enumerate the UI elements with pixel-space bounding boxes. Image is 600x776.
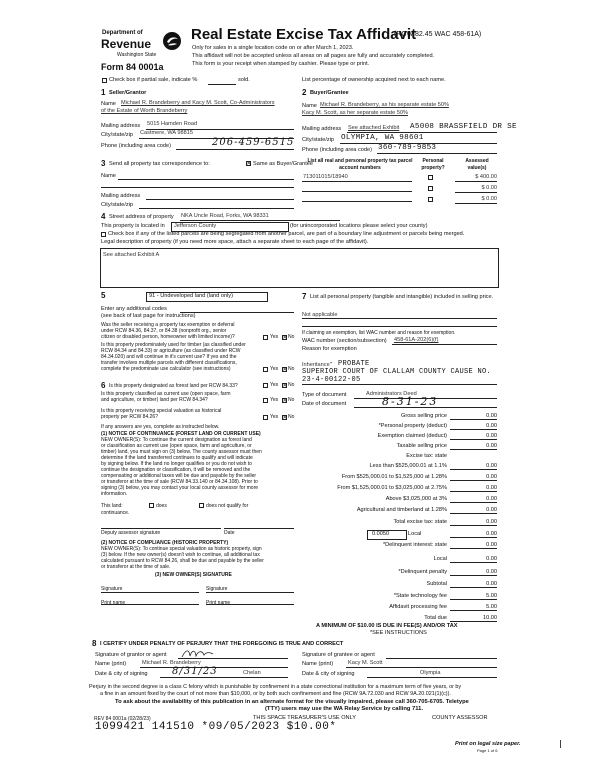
treasurer-stamp: 1099421 141510 *09/05/2023 $10.00* (95, 721, 337, 733)
buyer-city-value[interactable]: OLYMPIA, WA 98601 (341, 134, 424, 142)
section3-name-field[interactable] (118, 179, 294, 180)
assessed-line-1 (455, 181, 497, 182)
dept-line1: Department of (102, 30, 143, 36)
q2-line4: transfer involves multiple parcels with different classifications, (101, 360, 237, 366)
notice2-body-3: calculated pursuant to RCW 84.26, shall be due and payable by the seller (101, 558, 264, 564)
personal-property-line-2 (302, 326, 497, 327)
penalty-line (450, 575, 497, 576)
tax-label-personal: *Personal property (deduct) (378, 423, 447, 429)
tax-value-taxable[interactable]: 0.00 (486, 443, 497, 449)
processing-fee-value[interactable]: 5.00 (486, 604, 497, 610)
continuance-label: continuance. (101, 510, 130, 516)
tax-line-tier4 (450, 502, 497, 503)
tax-label-total-state: Total excise tax: state (393, 519, 447, 525)
grantor-signature (180, 646, 220, 658)
land-use-value: 91 - Undeveloped land (land only) (149, 293, 233, 299)
tax-label-tier1: Less than $525,000.01 at 1.1% (369, 463, 447, 469)
tax-label-tier4: Above $3,025,000 at 3% (385, 496, 447, 502)
q1-no-label: No (288, 334, 295, 340)
tech-fee-label: *State technology fee (393, 593, 447, 599)
section3-name-field-2[interactable] (101, 187, 294, 188)
section5-number: 5 (101, 291, 106, 300)
subtotal-line (450, 587, 497, 588)
reason-label: Reason for exemption (302, 346, 357, 352)
see-back-note: (see back of last page for instructions) (101, 313, 196, 319)
notice2-body-1: NEW OWNER(S): To continue special valuation as historic property, sign (101, 546, 262, 552)
legal-description-value: See attached Exhibit A (103, 252, 160, 258)
new-owner-signature-1[interactable] (101, 592, 199, 593)
partial-sale-suffix: sold. (238, 77, 250, 83)
q2-yes-checkbox[interactable] (263, 367, 268, 372)
local-value[interactable]: 0.00 (486, 531, 497, 537)
seller-name-line1[interactable]: Michael R. Brandeberry and Kacy M. Scott, Co-Administrators (121, 100, 275, 106)
notice1-body-8: or transferor at the time of sale (RCW 84.33.140 or 84.34.108). Prior to (101, 479, 258, 485)
list-percentage-label: List percentage of ownership acquired next to each name. (302, 77, 446, 83)
segregated-checkbox[interactable] (101, 232, 106, 237)
tax-label-excise-state: Excise tax: state (406, 453, 447, 459)
tax-label-tier3: From $1,525,000.01 to $3,025,000 at 2.75% (337, 485, 447, 491)
tax-value-total-state[interactable]: 0.00 (486, 519, 497, 525)
deputy-signature-field[interactable] (101, 528, 221, 529)
q2-line1: Is this property predominately used for timber (as classified under (101, 342, 246, 348)
dept-state: Washington State (117, 52, 157, 58)
accessibility-line1: To ask about the availability of this publication in an alternate format for the visually impaired, please call 360-705-6705. Teletype (115, 699, 469, 705)
parcel-1[interactable]: 713011015/18940 (303, 174, 348, 180)
legal-description-label: Legal description of property (if you need more space, attach a separate sheet to each page of the affidavit). (101, 239, 369, 245)
tax-line-tier3 (450, 491, 497, 492)
parcel-col-header: List all real and personal property tax parcel account numbers (307, 158, 413, 171)
interest-local-value[interactable]: 0.00 (486, 556, 497, 562)
s6-q2-yes-label: Yes (270, 397, 279, 403)
grantor-date-line (160, 677, 288, 678)
grantor-sig-label: Signature of grantor or agent (95, 652, 167, 658)
does-not-label: does not qualify for (206, 503, 249, 509)
minimum-note: A MINIMUM OF $10.00 IS DUE IN FEE(S) AND/OR TAX (316, 623, 458, 629)
personal-col-header: Personal property? (421, 158, 445, 171)
same-as-buyer-checkbox[interactable] (246, 161, 251, 166)
assessed-value-1[interactable]: $ 400.00 (475, 174, 497, 180)
doc-type-label: Type of document (302, 392, 347, 398)
street-address-value[interactable]: NKA Uncle Road, Forks, WA 98331 (181, 213, 269, 219)
buyer-name-label: Name (302, 103, 317, 109)
section6-number: 6 (101, 381, 106, 390)
notice1-body-7: compensating or additional taxes will be due and payable by the seller (101, 473, 257, 479)
q1-no-checkbox[interactable] (282, 335, 287, 340)
assessed-line-2 (455, 192, 497, 193)
q2-no-checkbox[interactable] (282, 367, 287, 372)
segregated-label: Check box if any of the listed parcels are being segregated from another parcel, are part of a boundary line adjustment or parcels being merged. (108, 231, 465, 237)
tax-line-gross (450, 419, 497, 420)
revision-label: REV 84 0001a (02/28/23) (94, 716, 151, 722)
certify-statement: I CERTIFY UNDER PENALTY OF PERJURY THAT THE FOREGOING IS TRUE AND CORRECT (100, 641, 344, 647)
grantor-city-value[interactable]: Chelan (243, 670, 261, 676)
section3-number: 3 (101, 159, 106, 168)
buyer-mailing-label: Mailing address (302, 126, 342, 132)
notice1-body-5: by signing below. If the land no longer qualifies or you do not wish to (101, 461, 252, 467)
tax-label-exemption: Exemption claimed (deduct) (377, 433, 447, 439)
buyer-mailing-value[interactable]: See attached Exhibit (348, 125, 400, 131)
does-label: does (156, 503, 167, 509)
s6-q3-line2: property per RCW 84.26? (101, 414, 158, 420)
parcel-line-1 (302, 181, 412, 182)
does-not-qualify-checkbox[interactable] (199, 503, 204, 508)
same-as-buyer-label: Same as Buyer/Grantee (253, 161, 314, 167)
buyer-mailing-line (347, 132, 497, 133)
section3-city-label: City/state/zip (101, 202, 134, 208)
grantee-name-value[interactable]: Kacy M. Scott (348, 660, 383, 666)
assessed-col-header: Assessed value(s) (465, 158, 489, 171)
local-label: Local (408, 531, 422, 537)
tax-value-personal[interactable]: 0.00 (486, 423, 497, 429)
reason-typed[interactable]: - PROBATE (329, 360, 370, 368)
notice3-title: (3) NEW OWNER(S) SIGNATURE (155, 572, 232, 578)
notice2-title: (2) NOTICE OF COMPLIANCE (HISTORIC PROPERTY) (101, 540, 229, 546)
s6-q1-yes-checkbox[interactable] (263, 383, 268, 388)
deputy-signature-label: Deputy assessor signature (101, 530, 161, 536)
personal-property-line-1 (302, 318, 497, 319)
assessed-value-2[interactable]: $ 0.00 (481, 185, 497, 191)
subtotal-label: Subtotal (426, 581, 447, 587)
assessed-line-3 (455, 203, 497, 204)
header-note-2: This affidavit will not be accepted unless all areas on all pages are fully and accurately completed. (192, 53, 435, 59)
new-owner-print-label-1: Print name (101, 600, 126, 606)
seller-number: 1 (101, 88, 106, 97)
tech-fee-line (450, 599, 497, 600)
interest-state-line (450, 548, 497, 549)
seller-phone-value[interactable]: 206-459-6515 (212, 137, 295, 148)
seller-phone-label: Phone (including area code) (101, 143, 171, 149)
buyer-mailing-typed[interactable]: A5008 BRASSFIELD DR SE (410, 123, 517, 131)
grantee-signature-field[interactable] (386, 658, 497, 659)
tax-line-personal (450, 429, 497, 430)
tax-value-tier2[interactable]: 0.00 (486, 474, 497, 480)
seller-name-label: Name (101, 101, 116, 107)
s6-q3-line1: Is this property receiving special valuation as historical (101, 408, 222, 414)
tax-value-tier3[interactable]: 0.00 (486, 485, 497, 491)
seller-phone-line (176, 149, 294, 150)
total-due-line (450, 621, 497, 622)
section8-number: 8 (92, 639, 97, 648)
tax-label-agri: Agricultural and timberland at 1.28% (356, 507, 447, 513)
seller-name-line2[interactable]: of the Estate of Worth Brandeberry (101, 108, 188, 114)
located-label: This property is located in (101, 223, 165, 229)
notice1-body-1: NEW OWNER(S): To continue the current designation as forest land (101, 437, 252, 443)
interest-local-line (450, 562, 497, 563)
q1-line3: citizen or disabled person, homeowner with limited income)? (101, 334, 235, 340)
claim-exemption-label: If claiming an exemption, list WAC number and reason for exemption. (302, 330, 456, 336)
new-owner-sig-label-2: Signature (206, 586, 228, 592)
partial-sale-label: Check box if partial sale, indicate % (109, 77, 198, 83)
s6-q3-yes-label: Yes (270, 414, 279, 420)
grantor-date-value[interactable]: 8/31/23 (172, 666, 218, 677)
accessibility-line2: (TTY) users may use the WA Relay Service by calling 711. (265, 706, 423, 712)
wac-label: WAC number (section/subsection) (302, 338, 387, 344)
tax-value-gross[interactable]: 0.00 (486, 413, 497, 419)
seller-mailing-label: Mailing address (101, 123, 141, 129)
buyer-name-line1[interactable]: Michael R. Brandeberry, as his separate estate 50% (320, 102, 449, 108)
q2-no-label: No (288, 366, 295, 372)
deputy-date-label: Date (224, 530, 235, 536)
new-owner-signature-2[interactable] (206, 592, 294, 593)
notice1-body-3: timber) land, you must sign on (3) below. The county assessor must then (101, 449, 262, 455)
interest-state-label: *Delinquent interest: state (382, 542, 447, 548)
personal-property-checkbox-2[interactable] (428, 186, 433, 191)
section3-city-field[interactable] (139, 208, 294, 209)
q1-yes-checkbox[interactable] (263, 335, 268, 340)
deputy-date-field[interactable] (224, 528, 294, 529)
s6-q2-no-checkbox[interactable] (282, 398, 287, 403)
legal-size-note: Print on legal size paper. (455, 741, 521, 747)
q2-yes-label: Yes (270, 366, 279, 372)
reason-line (302, 384, 497, 385)
doc-date-value[interactable]: 8-31-23 (382, 395, 439, 408)
s6-q1: Is this property designated as forest land per RCW 84.33? (109, 383, 238, 389)
penalty-value[interactable]: 0.00 (486, 569, 497, 575)
reason-value[interactable]: Inheritance (302, 362, 330, 368)
notice1-body-9: signing (3) below, you may contact your local county assessor for more (101, 485, 259, 491)
header-note-3: This form is your receipt when stamped by cashier. Please type or print. (192, 61, 370, 67)
street-address-label: Street address of property (109, 214, 174, 220)
tax-line-tier1 (450, 469, 497, 470)
s6-q3-yes-checkbox[interactable] (263, 415, 268, 420)
page-number: Page 1 of 6 (477, 748, 498, 753)
seller-city-label: City/state/zip (101, 132, 134, 138)
additional-codes-field[interactable] (180, 312, 294, 313)
buyer-city-label: City/state/zip (302, 137, 335, 143)
additional-codes-label: Enter any additional codes (101, 306, 167, 312)
notice1-body-10: information. (101, 491, 128, 497)
court-typed-2[interactable]: 23-4-00122-05 (302, 376, 361, 384)
buyer-phone-label: Phone (including area code) (302, 147, 372, 153)
grantee-city-value[interactable]: Olympia (420, 670, 441, 676)
tax-line-agri (450, 513, 497, 514)
partial-sale-checkbox[interactable] (102, 78, 107, 83)
parcel-line-3 (302, 201, 412, 202)
scan-mark (560, 740, 561, 748)
county-assessor-label: COUNTY ASSESSOR (432, 715, 488, 721)
legal-description-field[interactable] (100, 248, 499, 288)
personal-property-label: List all personal property (tangible and intangible) included in selling price. (310, 294, 494, 300)
buyer-number: 2 (302, 88, 307, 97)
revenue-logo (162, 31, 182, 51)
tax-value-agri[interactable]: 0.00 (486, 507, 497, 513)
wac-value[interactable]: 458-61A-202(6)(f) (394, 337, 439, 343)
s6-q1-no-label: No (288, 382, 295, 388)
section3-mailing-field[interactable] (146, 199, 294, 200)
tax-value-exemption[interactable]: 0.00 (486, 433, 497, 439)
processing-fee-line (450, 610, 497, 611)
grantee-sig-label: Signature of grantee or agent (302, 652, 375, 658)
tax-line-taxable (450, 449, 497, 450)
seller-mailing-value[interactable]: 5015 Hamden Road (147, 121, 198, 127)
interest-local-label: Local (433, 556, 447, 562)
grantee-date-label: Date & city of signing (302, 671, 355, 677)
grantor-name-value[interactable]: Michael R. Brandeberry (142, 660, 201, 666)
section3-mailing-label: Mailing address (101, 193, 141, 199)
tax-value-tier1[interactable]: 0.00 (486, 463, 497, 469)
q2-line2: RCW 84.34 and 84.33) or agriculture (as classified under RCW (101, 348, 241, 354)
section3-name-label: Name (101, 173, 116, 179)
seller-heading: Seller/Grantor (109, 90, 147, 96)
form-rcw: (RCW 82.45 WAC 458-61A) (394, 31, 482, 38)
new-owner-print-label-2: Print name (206, 600, 231, 606)
q2-line5: complete the predominate use calculator (see instructions) (101, 366, 231, 372)
s6-q2-line2: and agriculture, or timber) land per RCW 84.34? (101, 397, 208, 403)
notice1-body-4: determine if the land transferred continues to qualify and will indicate (101, 455, 253, 461)
seller-city-value[interactable]: Castmere, WA 98815 (140, 130, 193, 136)
q1-line2: under RCW 84.36, 84.37, or 84.38 (nonprofit org., senior (101, 328, 227, 334)
personal-property-checkbox-3[interactable] (428, 197, 433, 202)
interest-state-value[interactable]: 0.00 (486, 542, 497, 548)
wac-line (392, 344, 497, 345)
s6-q3-no-label: No (288, 414, 295, 420)
county-value: Jefferson County (174, 223, 217, 229)
dept-name: Revenue (101, 37, 152, 51)
grantee-name-line (346, 667, 497, 668)
notice1-body-6: continue the designation or classification, it will be removed and the (101, 467, 251, 473)
street-address-line (180, 220, 340, 221)
s6-q1-yes-label: Yes (270, 382, 279, 388)
tech-fee-value[interactable]: 5.00 (486, 593, 497, 599)
new-owner-sig-label-1: Signature (101, 586, 123, 592)
local-rate-field[interactable] (367, 530, 407, 540)
perjury-line2: a fine in an amount fixed by the court of not more than $10,000, or by both such confinement and fine (RCW 9A.72.030 and RCW 9A.20.021(1)(c)). (100, 691, 451, 697)
section7-number: 7 (302, 292, 307, 301)
tax-line-total-state (450, 525, 497, 526)
perjury-line1: Perjury in the second degree is a class C felony which is punishable by confinement in a state correctional institution for a maximum term of five years, or by (89, 684, 462, 690)
tax-line-tier2 (450, 480, 497, 481)
s6-q3-no-checkbox[interactable] (282, 415, 287, 420)
does-qualify-checkbox[interactable] (149, 503, 154, 508)
partial-sale-percent-field[interactable] (208, 84, 236, 85)
tax-value-tier4[interactable]: 0.00 (486, 496, 497, 502)
tax-line-exemption (450, 439, 497, 440)
buyer-phone-line (377, 153, 497, 154)
unincorporated-note: (for unincorporated locations please select your county) (290, 223, 428, 229)
grantor-name-label: Name (print) (95, 661, 127, 667)
buyer-heading: Buyer/Grantee (310, 90, 349, 96)
tax-label-taxable: Taxable selling price (396, 443, 447, 449)
if-yes-note: If any answers are yes, complete as instructed below. (101, 424, 220, 430)
parcel-line-2 (302, 191, 412, 192)
personal-property-value[interactable]: Not applicable (302, 312, 338, 318)
section4-number: 4 (101, 212, 106, 221)
land-use-select[interactable] (146, 292, 268, 302)
total-due-label: Total due (424, 615, 447, 621)
q1-line1: Was the seller receiving a property tax exemption or deferral (101, 322, 235, 328)
section3-label: Send all property tax correspondence to: (109, 161, 210, 167)
treasurer-label: THIS SPACE TREASURER'S USE ONLY (253, 715, 357, 721)
buyer-phone-value[interactable]: 360-789-9853 (378, 144, 437, 152)
s6-q1-no-checkbox[interactable] (282, 383, 287, 388)
grantee-name-label: Name (print) (302, 661, 334, 667)
grantor-date-label: Date & city of signing (95, 671, 148, 677)
s6-q2-yes-checkbox[interactable] (263, 398, 268, 403)
s6-q2-no-label: No (288, 397, 295, 403)
assessed-value-3[interactable]: $ 0.00 (481, 196, 497, 202)
penalty-label: *Delinquent penalty (398, 569, 447, 575)
total-due-value[interactable]: 10.00 (483, 615, 497, 621)
personal-property-checkbox-1[interactable] (428, 175, 433, 180)
see-instructions: *SEE INSTRUCTIONS (370, 630, 427, 636)
q1-yes-label: Yes (270, 334, 279, 340)
doc-type-value[interactable]: Administrators Deed (366, 391, 417, 397)
subtotal-value[interactable]: 0.00 (486, 581, 497, 587)
notice1-title: (1) NOTICE OF CONTINUANCE (FOREST LAND OR CURRENT USE) (101, 431, 261, 437)
tax-label-tier2: From $525,000.01 to $1,525,000 at 1.28% (341, 474, 447, 480)
grantee-date-line (367, 677, 497, 678)
form-title: Real Estate Excise Tax Affidavit (191, 26, 417, 43)
local-line (450, 537, 497, 538)
header-note-1: Only for sales in a single location code on or after March 1, 2023. (192, 45, 354, 51)
s6-q2-line1: Is this property classified as current use (open space, farm (101, 391, 231, 397)
form-number: Form 84 0001a (101, 62, 164, 72)
doc-date-label: Date of document (302, 401, 347, 407)
notice1-body-2: or classification as current use (open space, farm and agriculture, or (101, 443, 252, 449)
q2-line3: 84.34.020) and will continue in it's current use? If yes and the (101, 354, 237, 360)
buyer-name-line2[interactable]: Kacy M. Scott, as her separate estate 50% (302, 110, 409, 116)
court-typed-1[interactable]: SUPERIOR COURT OF CLALLAM COUNTY CAUSE NO. (302, 368, 492, 376)
tax-label-gross: Gross selling price (400, 413, 447, 419)
this-land-label: This land: (101, 503, 123, 509)
notice2-body-4: or transferor at the time of sale. (101, 564, 171, 570)
notice2-body-2: (3) below. If the new owner(s) doesn't wish to continue, all additional tax (101, 552, 260, 558)
processing-fee-label: Affidavit processing fee (389, 604, 447, 610)
local-rate-value: 0.0050 (372, 531, 390, 537)
